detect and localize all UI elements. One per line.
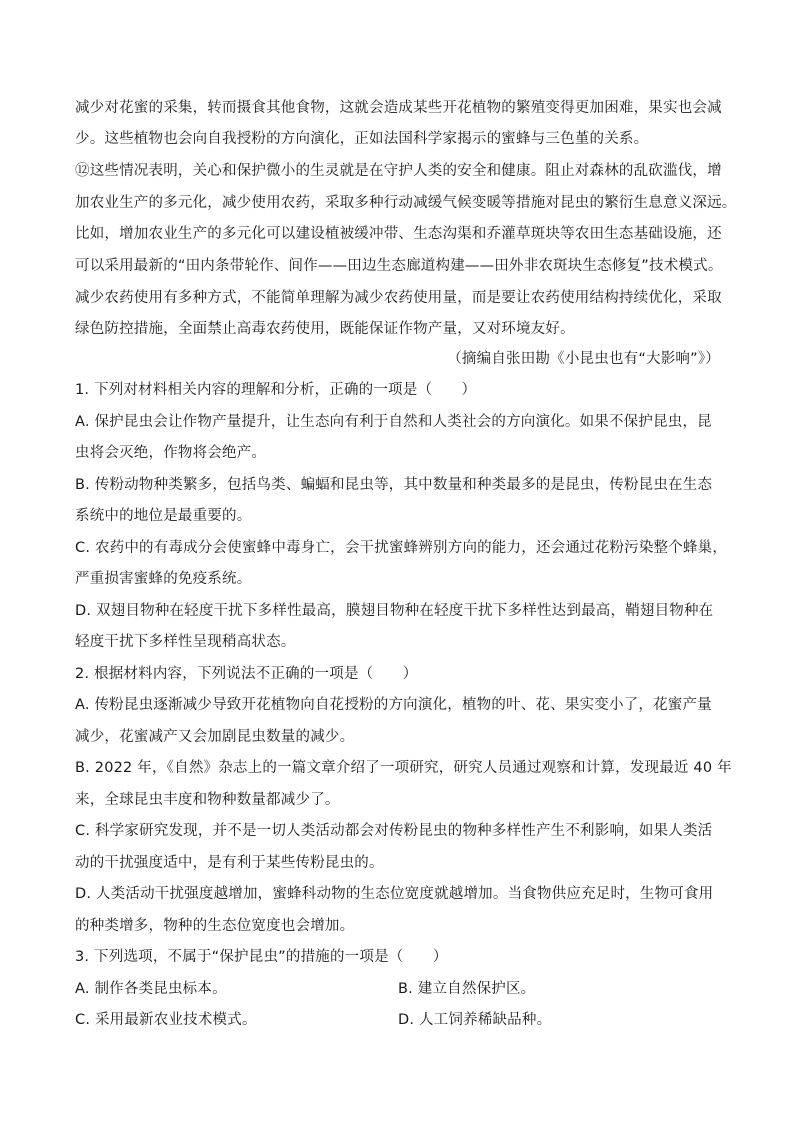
passage-line-8: 绿色防控措施，全面禁止高毒农药使用，既能保证作物产量，又对环境友好。 [75,321,575,337]
passage-line-3: ⑫这些情况表明，关心和保护微小的生灵就是在守护人类的安全和健康。阻止对森林的乱砍滥伐，增 [75,163,722,179]
passage-line-5: 比如，增加农业生产的多元化可以建设植被缓冲带、生态沟渠和乔灌草斑块等农田生态基础设施，还 [75,226,722,242]
question-2-option-c-line-2: 动的干扰强度适中，是有利于某些传粉昆虫的。 [75,855,384,871]
question-3-option-d: D. 人工饲养稀缺品种。 [398,1012,552,1028]
question-2-option-d-line-1: D. 人类活动干扰强度越增加，蜜蜂科动物的生态位宽度就越增加。当食物供应充足时，生物可食用 [75,886,714,902]
passage-line-1: 减少对花蜜的采集，转而摄食其他食物，这就会造成某些开花植物的繁殖变得更加困难，果实也会减 [75,100,722,116]
question-1-option-b-line-2: 系统中的地位是最重要的。 [75,508,252,524]
question-2-option-a-line-2: 减少，花蜜减产又会加剧昆虫数量的减少。 [75,729,355,745]
question-2-option-b-line-2: 来，全球昆虫丰度和物种数量都减少了。 [75,792,340,808]
question-2-option-b-line-1: B. 2022 年，《自然》杂志上的一篇文章介绍了一项研究，研究人员通过观察和计算，发现最近 40 年 [75,760,732,776]
passage-line-7: 减少农药使用有多种方式，不能简单理解为减少农药使用量，而是要让农药使用结构持续优化，采取 [75,290,722,306]
question-2-option-c-line-1: C. 科学家研究发现，并不是一切人类活动都会对传粉昆虫的物种多样性产生不利影响，如果人类活 [75,823,713,839]
passage-line-6: 可以采用最新的“田内条带轮作、间作——田边生态廊道构建——田外非农斑块生态修复”技术模式。 [75,258,723,274]
question-1-stem: 1. 下列对材料相关内容的理解和分析，正确的一项是（ ） [75,382,477,398]
passage-line-4: 加农业生产的多元化，减少使用农药，采取多种行动减缓气候变暖等措施对昆虫的繁衍生息意义深远。 [75,195,737,211]
question-3-option-b: B. 建立自然保护区。 [398,981,536,997]
question-2-option-d-line-2: 的种类增多，物种的生态位宽度也会增加。 [75,918,355,934]
question-2-option-a-line-1: A. 传粉昆虫逐渐减少导致开花植物向自花授粉的方向演化，植物的叶、花、果实变小了，花蜜产量 [75,697,712,713]
question-3-stem: 3. 下列选项，不属于“保护昆虫”的措施的一项是（ ） [75,949,448,965]
question-1-option-c-line-2: 严重损害蜜蜂的免疫系统。 [75,571,252,587]
passage-line-2: 少。这些植物也会向自我授粉的方向演化，正如法国科学家揭示的蜜蜂与三色堇的关系。 [75,131,649,147]
question-1-option-d-line-1: D. 双翅目物种在轻度干扰下多样性最高，膜翅目物种在轻度干扰下多样性达到最高，鞘翅目物种在 [75,603,714,619]
passage-source: （摘编自张田勘《小昆虫也有“大影响”》） [447,351,720,367]
question-1-option-b-line-1: B. 传粉动物种类繁多，包括鸟类、蝙蝠和昆虫等，其中数量和种类最多的是昆虫，传粉昆虫在生态 [75,477,713,493]
question-1-option-a-line-2: 虫将会灭绝，作物将会绝产。 [75,445,267,461]
question-1-option-a-line-1: A. 保护昆虫会让作物产量提升，让生态向有利于自然和人类社会的方向演化。如果不保护昆虫，昆 [75,414,712,430]
question-1-option-c-line-1: C. 农药中的有毒成分会使蜜蜂中毒身亡，会干扰蜜蜂辨别方向的能力，还会通过花粉污染整个蜂巢， [75,540,728,556]
question-1-option-d-line-2: 轻度干扰下多样性呈现稍高状态。 [75,634,296,650]
question-3-option-c: C. 采用最新农业技术模式。 [75,1012,257,1028]
question-3-option-a: A. 制作各类昆虫标本。 [75,981,227,997]
question-2-stem: 2. 根据材料内容，下列说法不正确的一项是（ ） [75,666,418,682]
